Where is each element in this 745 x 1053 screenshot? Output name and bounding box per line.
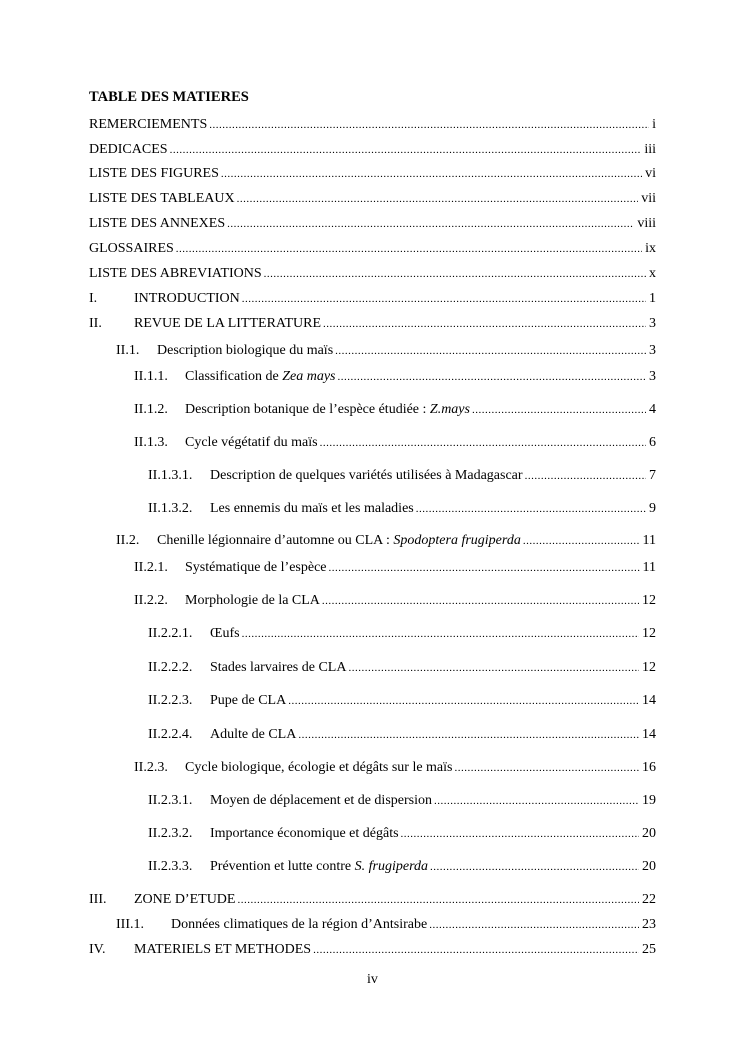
toc-leader	[242, 290, 646, 308]
toc-entry[interactable]	[89, 190, 656, 208]
toc-entry-text: Description biologique du maïs	[157, 343, 334, 358]
toc-leader	[401, 825, 639, 843]
toc-entry-page: 12	[642, 593, 656, 608]
toc-leader	[416, 500, 646, 518]
toc-entry-number: II.2.3.2.	[148, 826, 193, 841]
toc-entry-italic: Z.mays	[429, 402, 470, 417]
toc-leader	[176, 240, 642, 258]
toc-entry-page: viii	[637, 216, 656, 231]
toc-entry-number: II.2.3.1.	[148, 793, 193, 808]
toc-entry-number: II.2.	[116, 533, 140, 548]
toc-entry-text: INTRODUCTION	[134, 291, 240, 306]
toc-entry-number: II.2.2.4.	[148, 727, 193, 742]
toc-leader	[237, 891, 639, 909]
toc-leader	[242, 625, 639, 643]
toc-leader	[227, 215, 634, 233]
toc-leader	[454, 759, 639, 777]
toc-entry[interactable]	[134, 559, 656, 577]
toc-leader	[329, 559, 640, 577]
toc-entry-number: II.2.2.	[134, 593, 168, 608]
toc-leader	[472, 401, 646, 419]
toc-entry[interactable]	[89, 141, 656, 159]
toc-entry-page: 6	[649, 435, 656, 450]
toc-entry-page: i	[652, 117, 656, 132]
toc-entry-text: Classification de Zea mays	[185, 369, 336, 384]
toc-entry[interactable]	[148, 659, 656, 677]
toc-entry-page: 3	[649, 316, 656, 331]
toc-entry-page: 11	[642, 533, 656, 548]
toc-title: TABLE DES MATIERES	[89, 89, 249, 105]
toc-leader	[335, 342, 646, 360]
toc-entry-text: Données climatiques de la région d’Antsirabe	[171, 917, 428, 932]
toc-entry-text: Œufs	[210, 626, 240, 641]
toc-leader	[525, 467, 646, 485]
toc-leader	[313, 941, 639, 959]
toc-entry-text: Moyen de déplacement et de dispersion	[210, 793, 432, 808]
toc-entry-number: II.1.3.	[134, 435, 168, 450]
toc-entry-text: Prévention et lutte contre S. frugiperda	[210, 859, 428, 874]
toc-entry[interactable]	[148, 858, 656, 876]
toc-entry-text: Chenille légionnaire d’automne ou CLA : Spodoptera frugiperda	[157, 533, 521, 548]
toc-entry-page: 1	[649, 291, 656, 306]
toc-entry-text: Cycle végétatif du maïs	[185, 435, 318, 450]
toc-entry-page: 14	[642, 693, 656, 708]
toc-leader	[320, 434, 646, 452]
toc-entry[interactable]	[134, 434, 656, 452]
toc-entry[interactable]	[116, 342, 656, 360]
toc-leader	[170, 141, 642, 159]
toc-leader	[323, 315, 646, 333]
toc-entry-page: 3	[649, 343, 656, 358]
toc-entry-page: 7	[649, 468, 656, 483]
toc-leader	[337, 368, 646, 386]
toc-entry[interactable]	[148, 792, 656, 810]
toc-entry-number: II.2.2.3.	[148, 693, 193, 708]
toc-entry-page: 22	[642, 892, 656, 907]
toc-entry-number: II.2.1.	[134, 560, 168, 575]
toc-leader	[430, 858, 639, 876]
toc-entry-page: 12	[642, 660, 656, 675]
toc-entry-page: 25	[642, 942, 656, 957]
toc-entry-number: II.1.2.	[134, 402, 168, 417]
toc-entry-page: ix	[645, 241, 656, 256]
toc-leader	[434, 792, 639, 810]
toc-entry-text: Cycle biologique, écologie et dégâts sur le maïs	[185, 760, 453, 775]
toc-entry-text: Systématique de l’espèce	[185, 560, 327, 575]
toc-leader	[288, 692, 639, 710]
toc-leader	[348, 659, 639, 677]
toc-entry-text: Importance économique et dégâts	[210, 826, 399, 841]
toc-entry-number: III.	[89, 892, 107, 907]
toc-entry-page: 19	[642, 793, 656, 808]
toc-entry[interactable]	[148, 692, 656, 710]
toc-entry-number: II.1.3.1.	[148, 468, 193, 483]
toc-entry[interactable]	[148, 500, 656, 518]
toc-leader	[523, 532, 640, 550]
toc-entry-page: 11	[642, 560, 656, 575]
toc-entry[interactable]	[89, 941, 656, 959]
toc-entry[interactable]	[148, 625, 656, 643]
toc-entry-text: LISTE DES TABLEAUX	[89, 191, 235, 206]
toc-entry-italic: Spodoptera frugiperda	[393, 533, 521, 548]
toc-entry[interactable]	[116, 916, 656, 934]
toc-entry-number: II.1.3.2.	[148, 501, 193, 516]
toc-entry-text: DEDICACES	[89, 142, 168, 157]
toc-leader	[209, 116, 649, 134]
toc-entry[interactable]	[116, 532, 656, 550]
toc-leader	[221, 165, 642, 183]
toc-entry-page: x	[649, 266, 656, 281]
toc-entry[interactable]	[89, 215, 656, 233]
toc-entry-number: II.2.3.	[134, 760, 168, 775]
toc-entry-text: LISTE DES FIGURES	[89, 166, 219, 181]
toc-entry-text: REMERCIEMENTS	[89, 117, 208, 132]
page-number: iv	[367, 972, 378, 987]
toc-entry-number: III.1.	[116, 917, 144, 932]
toc-leader	[429, 916, 639, 934]
toc-entry[interactable]	[134, 368, 656, 386]
toc-entry-page: 4	[649, 402, 656, 417]
toc-entry-text: Adulte de CLA	[210, 727, 297, 742]
toc-entry[interactable]	[134, 401, 656, 419]
toc-entry[interactable]	[89, 290, 656, 308]
toc-entry-page: 20	[642, 859, 656, 874]
toc-entry[interactable]	[148, 467, 656, 485]
toc-entry-number: II.	[89, 316, 102, 331]
toc-entry-text: Description de quelques variétés utilisées à Madagascar	[210, 468, 523, 483]
toc-leader	[264, 265, 646, 283]
toc-entry-number: I.	[89, 291, 98, 306]
toc-entry[interactable]	[148, 825, 656, 843]
toc-entry-page: 14	[642, 727, 656, 742]
toc-entry-number: II.2.3.3.	[148, 859, 193, 874]
toc-entry[interactable]	[89, 265, 656, 283]
toc-entry-italic: Zea mays	[282, 369, 336, 384]
toc-entry-text: Description botanique de l’espèce étudiée : Z.mays	[185, 402, 470, 417]
toc-entry[interactable]	[148, 726, 656, 744]
toc-entry-text: REVUE DE LA LITTERATURE	[134, 316, 322, 331]
toc-entry-page: vi	[645, 166, 656, 181]
toc-entry[interactable]	[89, 116, 656, 134]
toc-entry-text: Stades larvaires de CLA	[210, 660, 347, 675]
toc-entry[interactable]	[89, 165, 656, 183]
toc-entry-page: 3	[649, 369, 656, 384]
toc-entry-page: vii	[641, 191, 656, 206]
toc-entry-text: LISTE DES ABREVIATIONS	[89, 266, 262, 281]
toc-entry[interactable]	[89, 891, 656, 909]
toc-entry[interactable]	[134, 759, 656, 777]
toc-entry[interactable]	[89, 315, 656, 333]
toc-entry-text: Les ennemis du maïs et les maladies	[210, 501, 414, 516]
toc-entry-text: Morphologie de la CLA	[185, 593, 320, 608]
toc-entry-text: Pupe de CLA	[210, 693, 287, 708]
toc-entry-number: II.1.	[116, 343, 140, 358]
toc-entry-page: 20	[642, 826, 656, 841]
toc-entry-italic: S. frugiperda	[354, 859, 428, 874]
toc-entry-number: II.1.1.	[134, 369, 168, 384]
toc-entry-text: MATERIELS ET METHODES	[134, 942, 312, 957]
toc-entry-page: 23	[642, 917, 656, 932]
toc-entry-number: II.2.2.1.	[148, 626, 193, 641]
toc-entry-page: 9	[649, 501, 656, 516]
toc-leader	[322, 592, 639, 610]
toc-entry-text: LISTE DES ANNEXES	[89, 216, 226, 231]
toc-entry-number: II.2.2.2.	[148, 660, 193, 675]
toc-entry[interactable]	[89, 240, 656, 258]
toc-entry-text: GLOSSAIRES	[89, 241, 174, 256]
toc-leader	[298, 726, 639, 744]
toc-entry[interactable]	[134, 592, 656, 610]
toc-entry-number: IV.	[89, 942, 106, 957]
toc-entry-text: ZONE D’ETUDE	[134, 892, 236, 907]
toc-entry-page: 16	[642, 760, 656, 775]
toc-leader	[237, 190, 639, 208]
toc-entry-page: iii	[644, 142, 656, 157]
toc-entry-page: 12	[642, 626, 656, 641]
